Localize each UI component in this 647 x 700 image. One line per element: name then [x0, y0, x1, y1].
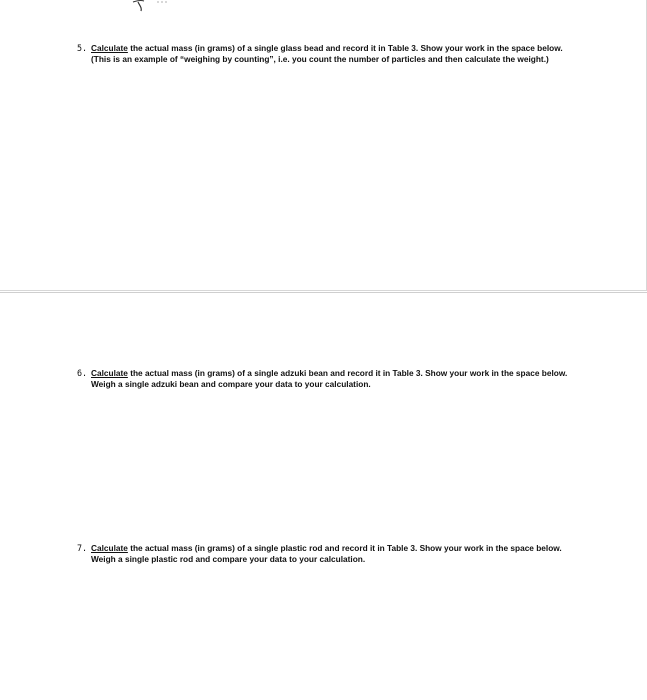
question-number: 7.	[77, 543, 88, 553]
question-6	[77, 368, 577, 389]
question-number: 5.	[77, 43, 88, 53]
question-lead: Calculate	[91, 43, 128, 53]
document-page-2	[0, 292, 647, 700]
question-number: 6.	[77, 368, 88, 378]
question-lead: Calculate	[91, 368, 128, 378]
question-lead: Calculate	[91, 543, 128, 553]
question-7	[77, 543, 577, 564]
question-body: the actual mass (in grams) of a single glass bead and record it in Table 3. Show your work in the space below. (This is an example of “weighing by counting”, i.e. you count the number of particles and then calculate the weight.)	[91, 43, 563, 64]
question-body: the actual mass (in grams) of a single plastic rod and record it in Table 3. Show your work in the space below. Weigh a single plastic rod and compare your data to your calculation.	[91, 543, 562, 564]
question-text	[91, 543, 577, 564]
question-body: the actual mass (in grams) of a single adzuki bean and record it in Table 3. Show your work in the space below. Weigh a single adzuki bean and compare your data to your calculation.	[91, 368, 568, 389]
question-5	[77, 43, 577, 64]
question-text	[91, 368, 577, 389]
handwritten-scribble	[128, 0, 174, 12]
question-text	[91, 43, 577, 64]
document-page-1	[0, 0, 647, 291]
